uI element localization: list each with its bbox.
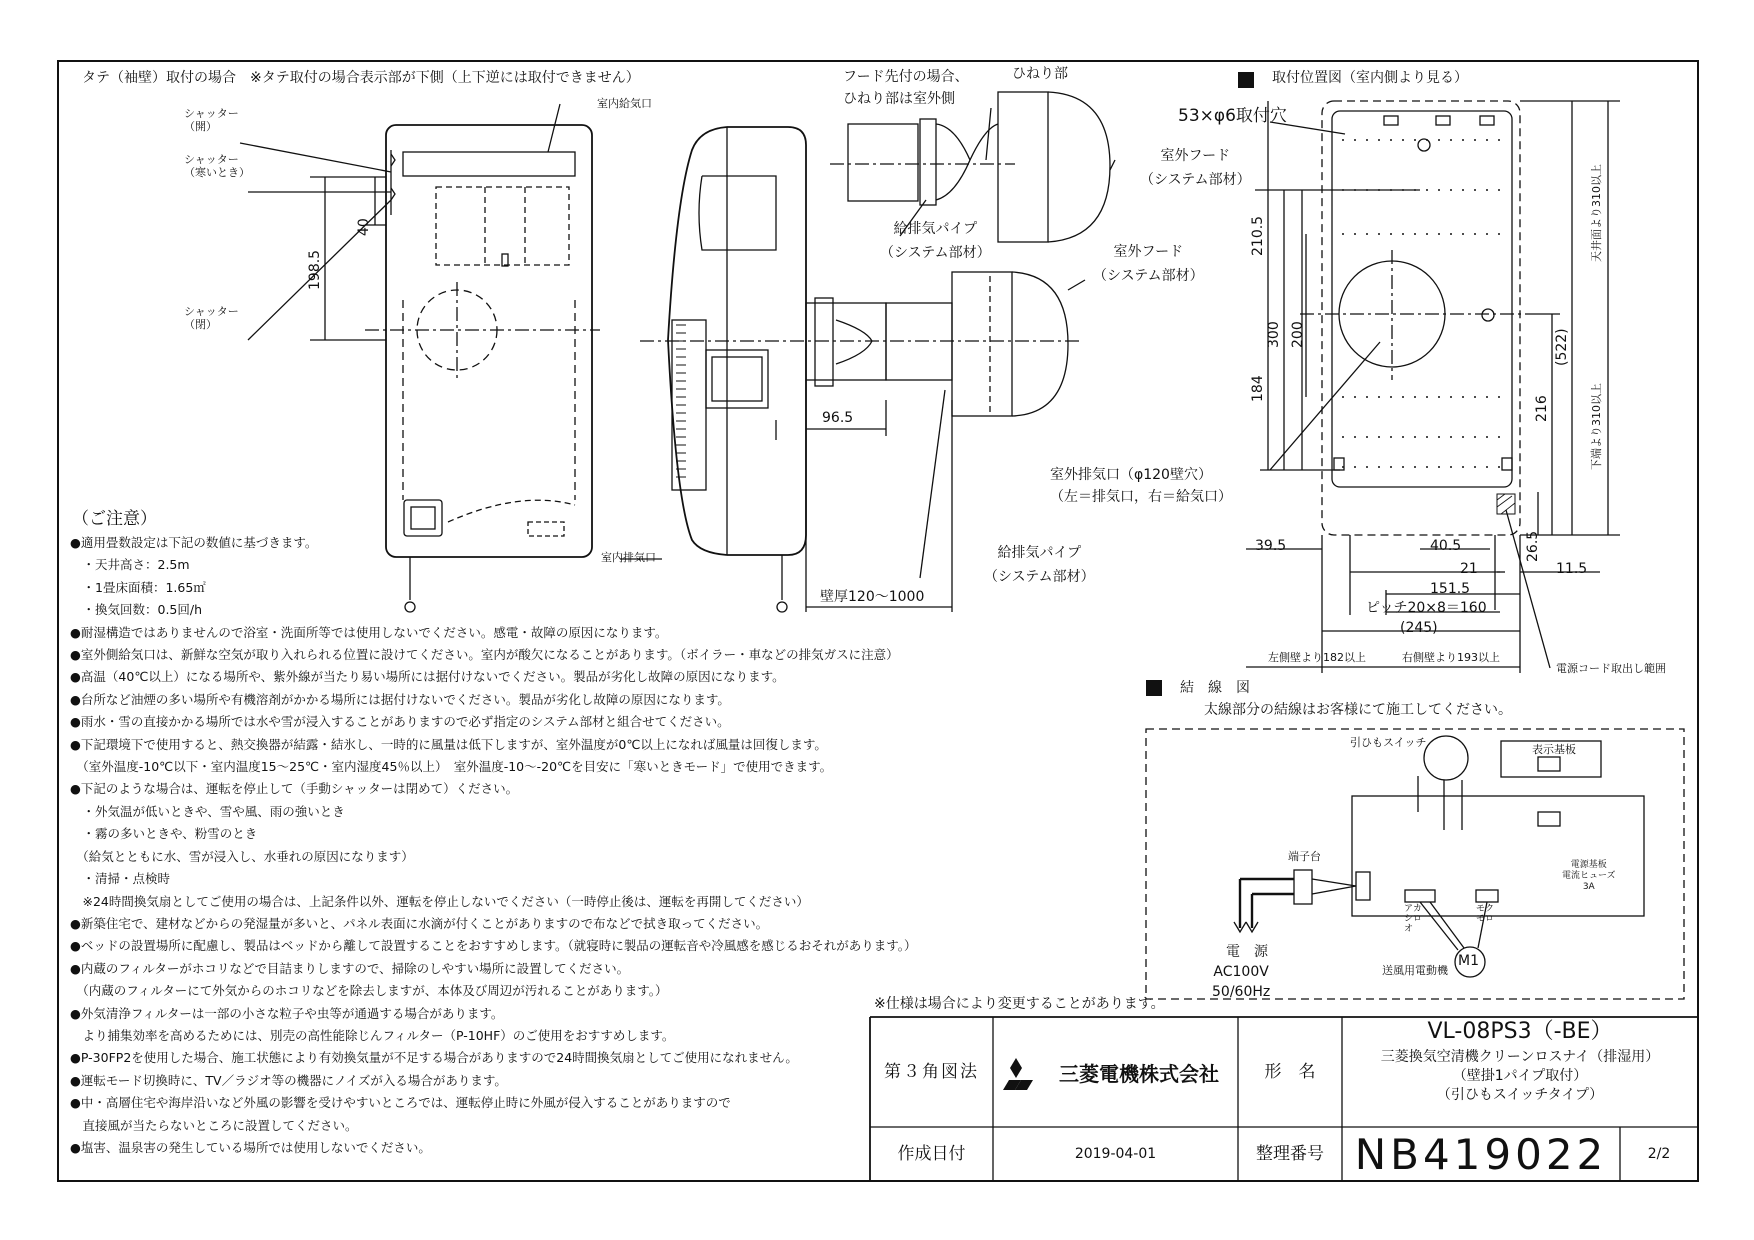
page-number: 2/2 [1647, 1145, 1671, 1162]
dim-245: (245) [1400, 620, 1438, 636]
company-name: 三菱電機株式会社 [1059, 1061, 1219, 1086]
note-line: 直接風が当たらないところに設置してください。 [70, 1117, 358, 1133]
outdoor-hood-upper-label: 室外フード （システム部材） [1140, 148, 1251, 188]
power-board-label: 電源基板 電流ヒューズ 3A [1562, 860, 1616, 892]
note-line: ●塩害、温泉害の発生している場所では使用しないでください。 [70, 1139, 431, 1155]
dim-522: (522) [1554, 328, 1570, 366]
terminal-block-label: 端子台 [1288, 850, 1321, 863]
note-line: ●外気清浄フィルターは一部の小さな粒子や虫等が通過する場合があります。 [70, 1005, 504, 1021]
note-line: ・霧の多いときや、粉雪のとき [70, 826, 258, 842]
note-line: ●下記環境下で使用すると、熱交換器が結露・結氷し、一時的に風量は低下しますが、室外温度が0℃以上になれば風量は回復します。 [70, 736, 827, 752]
pipe-upper-label: 給排気パイプ （システム部材） [880, 221, 991, 261]
note-line: ●内蔵のフィルターがホコリなどで目詰まりしますので、掃除のしやすい場所に設置してください。 [70, 960, 630, 976]
note-line: ●高温（40℃以上）になる場所や、紫外線が当たり易い場所には据付けないでください。製品が劣化し故障の原因になります。 [70, 669, 785, 685]
product-description: 三菱換気空清機クリーンロスナイ（排湿用） （壁掛1パイプ取付） （引ひもスイッチタイプ） [1380, 1049, 1660, 1103]
motor-label: 送風用電動機 [1382, 964, 1448, 977]
dim-200: 200 [1290, 321, 1306, 348]
note-line: ●下記のような場合は、運転を停止して（手動シャッターは閉めて）ください。 [70, 781, 519, 797]
date-label: 作成日付 [897, 1144, 966, 1164]
dim-300: 300 [1266, 321, 1282, 348]
note-line: ●運転モード切換時に、TV／ラジオ等の機器にノイズが入る場合があります。 [70, 1072, 507, 1088]
note-line: ●P-30FP2を使用した場合、施工状態により有効換気量が不足する場合がありますので24時間換気扇としてご使用になれません。 [70, 1050, 798, 1066]
note-line: ・外気温が低いときや、雪や風、雨の強いとき [70, 803, 345, 819]
dim-151-5: 151.5 [1430, 581, 1471, 597]
note-line: ●中・高層住宅や海岸沿いなど外風の影響を受けやすいところでは、運転停止時に外風が侵入することがありますので [70, 1095, 731, 1111]
note-line: （給気とともに水、雪が浸入し、水垂れの原因になります） [70, 848, 414, 864]
dim-11-5: 11.5 [1556, 561, 1588, 577]
note-line: ※24時間換気扇としてご使用の場合は、上記条件以外、運転を停止しないでください（一時停止後は、運転を再開してください） [70, 893, 809, 909]
shutter-closed-label: シャッター （閉） [184, 305, 239, 331]
note-line: ・清掃・点検時 [70, 871, 171, 887]
creation-date: 2019-04-01 [1074, 1145, 1157, 1162]
floor-clearance: 下端より310以上 [1590, 383, 1603, 470]
dim-184: 184 [1250, 375, 1266, 402]
pipe-lower-label: 給排気パイプ （システム部材） [984, 545, 1095, 585]
note-line: ●適用畳数設定は下記の数値に基づきます。 [70, 535, 318, 550]
motor-symbol: M1 [1458, 953, 1479, 969]
wiring-title: 結 線 図 [1180, 680, 1250, 696]
ac-rating: AC100V 50/60Hz [1212, 964, 1271, 1000]
hood-tip-note: フード先付の場合、 ひねり部は室外側 [843, 69, 969, 107]
outdoor-hood-lower-label: 室外フード （システム部材） [1093, 244, 1204, 284]
outdoor-exhaust-label: 室外排気口（φ120壁穴） （左＝排気口，右＝給気口） [1050, 467, 1232, 505]
cord-range-label: 電源コード取出し範囲 [1556, 662, 1666, 675]
dim-39-5: 39.5 [1255, 538, 1287, 554]
dim-210-5: 210.5 [1250, 215, 1266, 256]
shutter-open-label: シャッター （開） [184, 107, 239, 133]
power-label: 電 源 [1226, 944, 1268, 960]
wall-thickness-dim: 壁厚120～1000 [820, 589, 925, 605]
dim-198-5: 198.5 [307, 249, 323, 290]
model-label: 形 名 [1264, 1062, 1316, 1082]
dim-pitch: ピッチ20×8＝160 [1366, 600, 1487, 616]
wire-marks-1: アカ シロ オ [1404, 904, 1423, 934]
wire-marks-2: モク モロ [1476, 904, 1495, 924]
wiring-note: 太線部分の結線はお客様にて施工してください。 [1204, 702, 1512, 718]
bullet-square-1 [1238, 72, 1254, 88]
shutter-cold-label: シャッター （寒いとき） [184, 153, 250, 179]
right-wall-clearance: 右側壁より193以上 [1402, 651, 1500, 664]
twist-part-label: ひねり部 [1012, 66, 1068, 82]
indoor-supply-label: 室内給気口 [597, 97, 652, 110]
dim-40-5: 40.5 [1430, 538, 1462, 554]
dim-40: 40 [356, 218, 372, 236]
dim-216: 216 [1534, 395, 1550, 422]
model-number: VL-08PS3（-BE） [1427, 1019, 1613, 1044]
indoor-exhaust-label: 室内排気口 [601, 551, 656, 564]
spec-note: ※仕様は場合により変更することがあります。 [874, 996, 1165, 1012]
position-diagram-title: 取付位置図（室内側より見る） [1272, 70, 1468, 86]
left-wall-clearance: 左側壁より182以上 [1268, 651, 1366, 664]
dim-26-5: 26.5 [1525, 530, 1541, 562]
dim-21: 21 [1460, 561, 1478, 577]
note-line: ・天井高さ：2.5m [70, 557, 190, 573]
note-line: ●耐湿構造ではありませんので浴室・洗面所等では使用しないでください。感電・故障の原因になります。 [70, 624, 668, 640]
bullet-square-2 [1146, 680, 1162, 696]
note-line: より捕集効率を高めるためには、別売の高性能除じんフィルター（P-10HF）のご使用をおすすめします。 [70, 1027, 675, 1043]
display-board-label: 表示基板 [1532, 743, 1576, 756]
projection-cell: 第３角図法 [884, 1062, 979, 1082]
ceiling-clearance: 天井面より310以上 [1590, 164, 1603, 262]
note-line: （室外温度-10℃以下・室内温度15～25℃・室内湿度45％以上） 室外温度-10～-20℃を目安に「寒いときモード」で使用できます。 [70, 759, 833, 775]
vertical-mount-title: タテ（袖壁）取付の場合 ※タテ取付の場合表示部が下側（上下逆には取付できません） [82, 70, 640, 86]
note-line: ・1畳床面積：1.65㎡ [70, 579, 206, 595]
note-line: ●雨水・雪の直接かかる場所では水や雪が浸入することがありますので必ず指定のシステム部材と組合せてください。 [70, 714, 730, 730]
pull-switch-label: 引ひもスイッチ [1350, 736, 1427, 749]
mount-holes-label: 53×φ6取付穴 [1178, 106, 1287, 126]
dim-96-5: 96.5 [822, 410, 854, 426]
number-label: 整理番号 [1256, 1144, 1324, 1164]
note-line: ●新築住宅で、建材などからの発湿量が多いと、パネル表面に水滴が付くことがありますので布などで拭き取ってください。 [70, 915, 769, 931]
document-number: NB419022 [1354, 1129, 1608, 1179]
note-line: ●台所など油煙の多い場所や有機溶剤がかかる場所には据付けないでください。製品が劣化し故障の原因になります。 [70, 691, 730, 707]
note-line: ●ベッドの設置場所に配慮し、製品はベッドから離して設置することをおすすめします。（就寝時に製品の運転音や冷風感を感じるおそれがあります。） [70, 938, 917, 954]
note-line: （内蔵のフィルターにて外気からのホコリなどを除去しますが、本体及び周辺が汚れることがあります。） [70, 983, 668, 999]
note-line: ・換気回数：0.5回/h [70, 602, 203, 618]
notes-title: （ご注意） [72, 509, 157, 529]
mitsubishi-logo-icon [1003, 1058, 1033, 1090]
note-line: ●室外側給気口は、新鮮な空気が取り入れられる位置に設けてください。室内が酸欠になることがあります。（ボイラー・車などの排気ガスに注意） [70, 647, 899, 663]
